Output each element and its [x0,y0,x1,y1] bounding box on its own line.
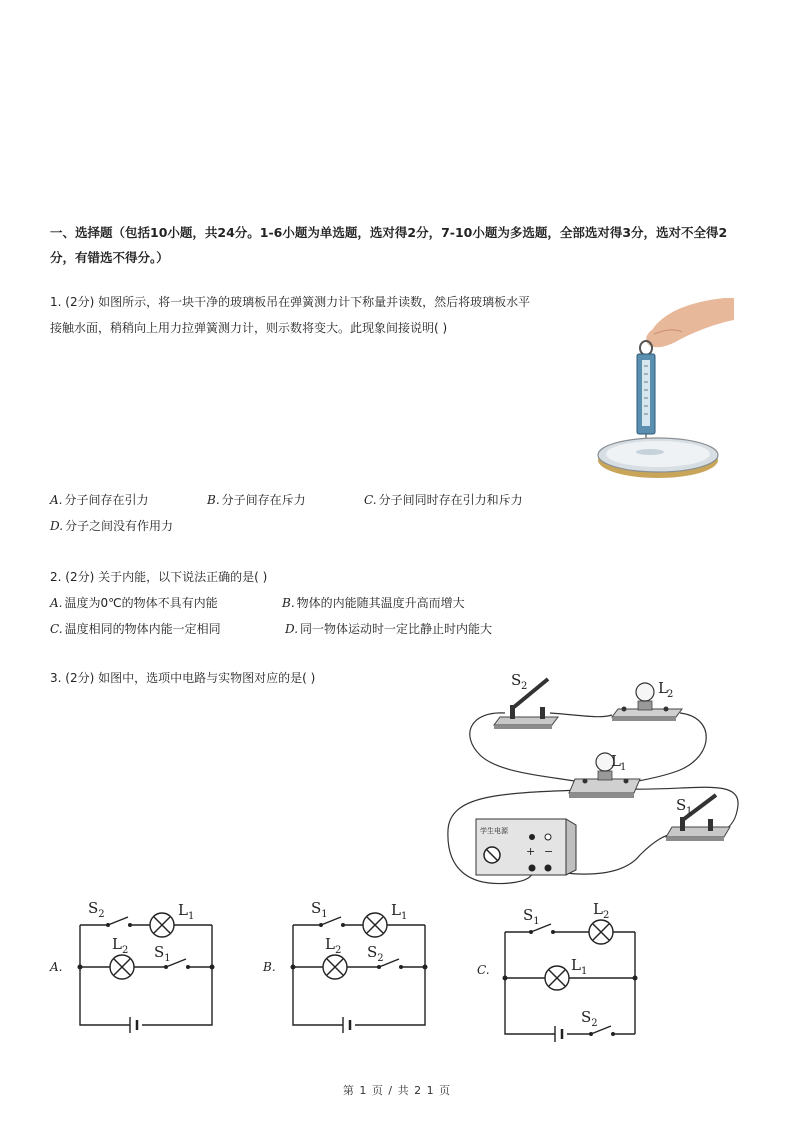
svg-text:S1: $S_1$ [523,906,540,927]
q3-option-b-letter[interactable]: B. [263,960,276,974]
q2-option-c[interactable]: C. 温度相同的物体内能一定相同 [50,622,221,636]
switch-s1 [666,795,730,841]
page-footer: 第 1 页 / 共 2 1 页 [342,1084,452,1097]
switch-s2 [494,671,558,729]
q3-option-c-letter[interactable]: C. [477,963,490,977]
svg-text:S2: $S_2$ [367,943,384,964]
q1-option-a[interactable]: A. 分子间存在引力 [50,493,149,507]
svg-text:−: − [544,845,554,858]
question-1-stem [50,289,590,341]
q2-option-b[interactable]: B. 物体的内能随其温度升高而增大 [282,596,465,610]
svg-text:L1: $L_1$ [178,901,195,922]
q1-option-c[interactable]: C. 分子间同时存在引力和斥力 [364,493,523,507]
svg-text:S1: $S_1$ [311,899,328,920]
circuit-diagram-a[interactable] [70,895,230,1035]
svg-text:2: 2 [667,689,674,700]
power-supply [476,819,576,875]
svg-text:S1: $S_1$ [154,943,171,964]
svg-text:L2: $L_2$ [325,935,342,956]
section-title: 一、选择题（包括10小题，共24分。1-6小题为单选题，选对得2分，7-10小题为多选题，全部选对得3分，选对不全得2分，有错选不得分。） [50,225,728,265]
svg-text:S2: $S_2$ [88,899,105,920]
lamp-l2 [612,679,682,721]
svg-text:S: S [676,796,687,814]
svg-text:L1: $L_1$ [391,901,408,922]
svg-text:L1: $L_1$ [571,956,588,977]
spring-scale-photo [594,290,734,485]
q1-option-b[interactable]: B. 分子间存在斥力 [207,493,306,507]
svg-text:S2: $S_2$ [581,1008,598,1029]
q2-option-d[interactable]: D. 同一物体运动时一定比静止时内能大 [285,622,493,636]
question-1-line-2: 接触水面，稍稍向上用力拉弹簧测力计，则示数将变大。此现象间接说明( ) [50,321,448,335]
svg-text:L: L [611,752,621,770]
svg-text:1: 1 [620,762,627,773]
svg-text:1: 1 [686,806,693,817]
svg-text:学生电源: 学生电源 [480,827,508,835]
physical-circuit-picture [440,665,745,890]
svg-text:L2: $L_2$ [593,900,610,921]
lamp-l1 [569,752,640,798]
circuit-diagram-c[interactable] [495,898,650,1048]
question-1-line-1: 1. (2分) 如图所示，将一块干净的玻璃板吊在弹簧测力计下称量并读数，然后将玻璃板水平 [50,295,531,309]
svg-text:2: 2 [521,681,528,692]
q2-option-a[interactable]: A. 温度为0℃的物体不具有内能 [50,596,218,610]
question-3-stem: 3. (2分) 如图中，选项中电路与实物图对应的是( ) [50,671,316,685]
circuit-diagram-b[interactable] [283,895,443,1035]
q1-option-d[interactable]: D. 分子之间没有作用力 [50,519,174,533]
svg-text:L: L [658,679,668,697]
svg-text:+: + [526,845,536,858]
svg-text:L2: $L_2$ [112,935,129,956]
question-2-stem: 2. (2分) 关于内能，以下说法正确的是( ) [50,570,268,584]
q3-option-a-letter[interactable]: A. [50,960,63,974]
svg-text:S: S [511,671,522,689]
